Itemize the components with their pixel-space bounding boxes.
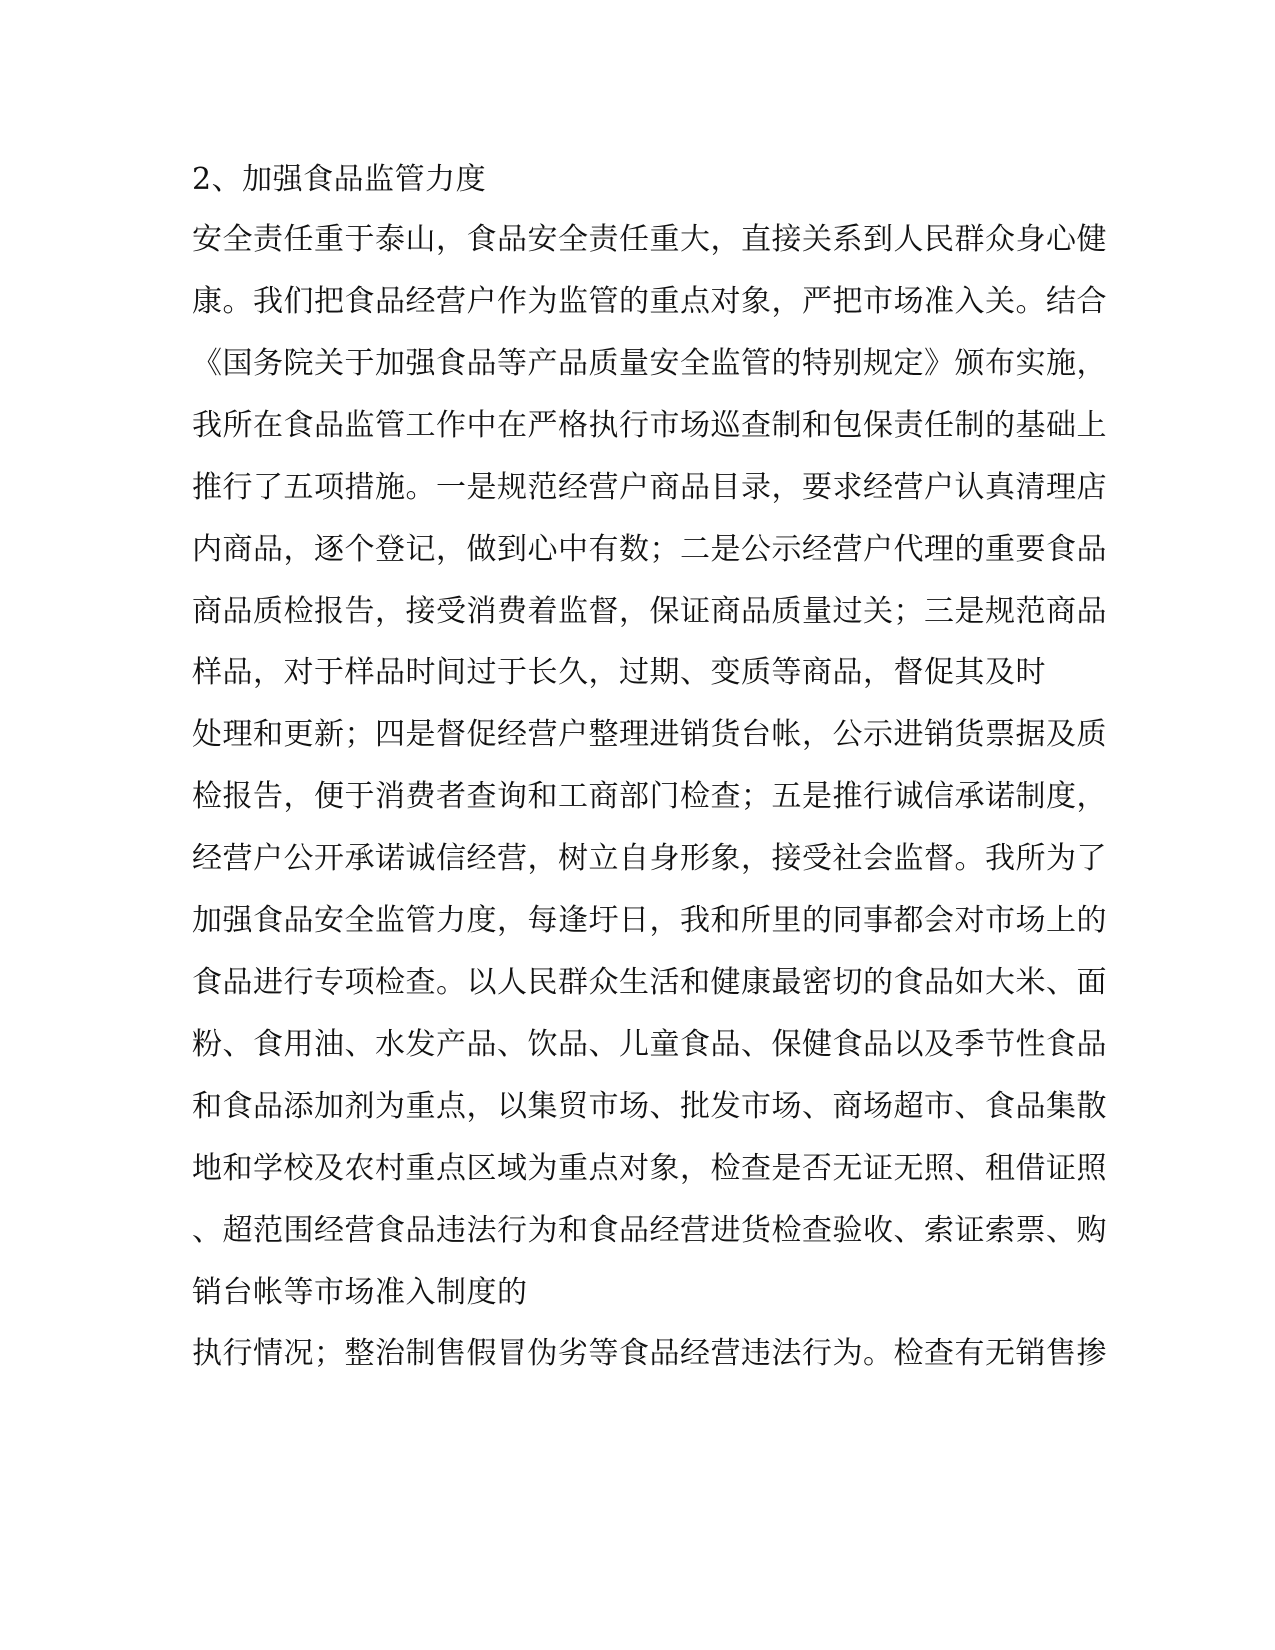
body-line: 加强食品安全监管力度，每逢圩日，我和所里的同事都会对市场上的: [192, 903, 1107, 938]
body-line: 和食品添加剂为重点，以集贸市场、批发市场、商场超市、食品集散: [192, 1089, 1107, 1124]
body-line: 样品，对于样品时间过于长久，过期、变质等商品，督促其及时: [192, 655, 1046, 690]
body-line: 、超范围经营食品违法行为和食品经营进货检查验收、索证索票、购: [192, 1213, 1107, 1248]
body-line: 商品质检报告，接受消费着监督，保证商品质量过关；三是规范商品: [192, 594, 1107, 629]
body-line: 康。我们把食品经营户作为监管的重点对象，严把市场准入关。结合: [192, 284, 1107, 319]
body-line: 安全责任重于泰山，食品安全责任重大，直接关系到人民群众身心健: [192, 222, 1107, 257]
body-line: 食品进行专项检查。以人民群众生活和健康最密切的食品如大米、面: [192, 965, 1107, 1000]
body-line: 地和学校及农村重点区域为重点对象，检查是否无证无照、租借证照: [192, 1151, 1107, 1186]
body-line: 我所在食品监管工作中在严格执行市场巡查制和包保责任制的基础上: [192, 408, 1107, 443]
body-line: 销台帐等市场准入制度的: [192, 1275, 528, 1310]
body-line: 经营户公开承诺诚信经营，树立自身形象，接受社会监督。我所为了: [192, 841, 1107, 876]
body-line: 检报告，便于消费者查询和工商部门检查；五是推行诚信承诺制度，: [192, 779, 1107, 814]
body-line: 推行了五项措施。一是规范经营户商品目录，要求经营户认真清理店: [192, 470, 1107, 505]
body-line: 粉、食用油、水发产品、饮品、儿童食品、保健食品以及季节性食品: [192, 1027, 1107, 1062]
section-heading: 2、加强食品监管力度: [192, 162, 487, 197]
body-line: 内商品，逐个登记，做到心中有数；二是公示经营户代理的重要食品: [192, 532, 1107, 567]
body-line: 处理和更新；四是督促经营户整理进销货台帐，公示进销货票据及质: [192, 717, 1107, 752]
body-line: 执行情况；整治制售假冒伪劣等食品经营违法行为。检查有无销售掺: [192, 1336, 1107, 1371]
body-line: 《国务院关于加强食品等产品质量安全监管的特别规定》颁布实施，: [192, 346, 1107, 381]
